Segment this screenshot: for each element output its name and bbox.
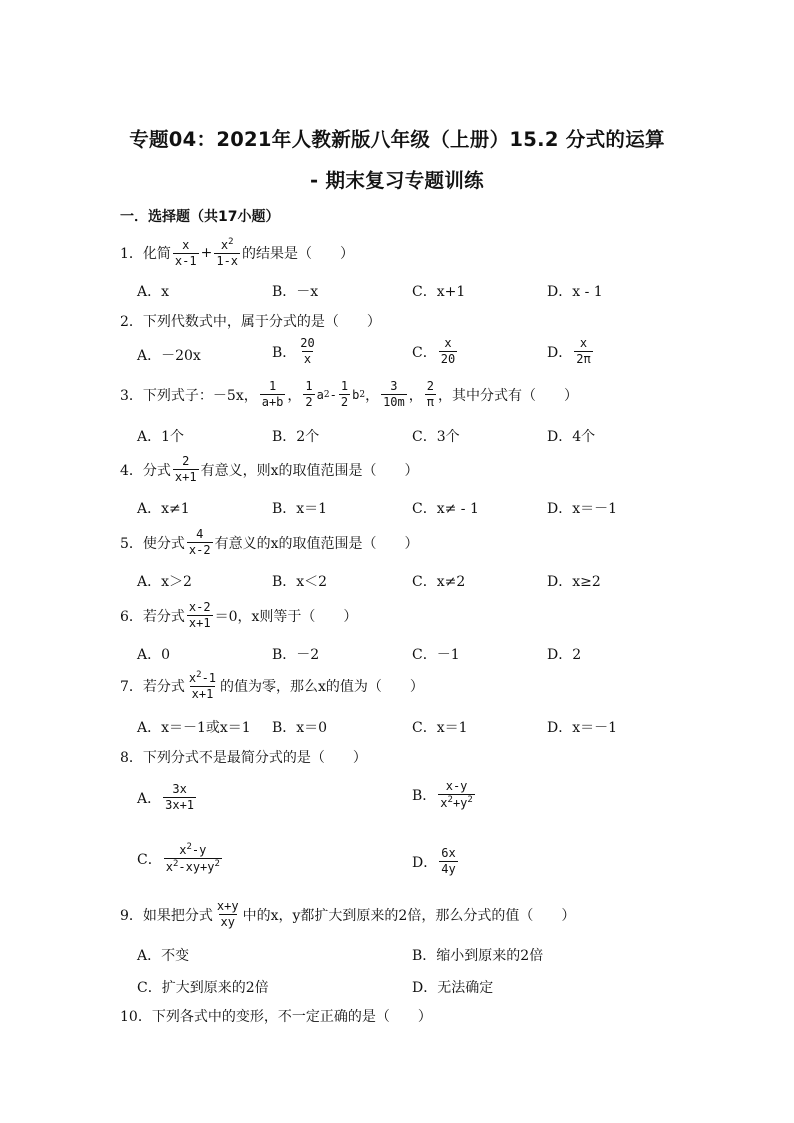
numerator: 6x (441, 846, 456, 860)
denominator: xy (220, 915, 235, 930)
question-number: 9． (120, 907, 143, 924)
base: x (188, 671, 197, 685)
separator: ， (287, 387, 302, 404)
fraction (260, 380, 286, 409)
fraction (187, 601, 213, 630)
option-label: B． (412, 788, 437, 805)
fraction (163, 783, 196, 812)
option-d: D．x＝－1 (547, 501, 618, 517)
fraction (303, 380, 314, 409)
fraction (187, 528, 213, 557)
question-3 (120, 380, 578, 409)
option-a: A．1个 (137, 429, 185, 445)
option-a: A．x＝－1或x＝1 (137, 720, 251, 736)
option-b (272, 337, 319, 366)
denominator: 10m (383, 395, 405, 410)
option-d (412, 847, 460, 876)
term: x (179, 843, 187, 857)
option-c: C．扩大到原来的2倍 (137, 980, 269, 996)
denominator: x+1 (188, 616, 211, 631)
numerator: 1 (305, 379, 313, 393)
fraction (439, 337, 457, 366)
question-text: ＝0，x则等于（ ） (214, 608, 358, 625)
option-c (137, 843, 224, 874)
document-title-line-1: 专题04：2021年人教新版八年级（上册）15.2 分式的运算 (129, 128, 665, 151)
term: -1 (201, 671, 217, 685)
option-b: B．x＜2 (272, 574, 328, 590)
denominator: π (426, 395, 434, 410)
numerator: 2 (426, 379, 434, 393)
option-a: A．不变 (137, 948, 190, 964)
variable: a (316, 387, 324, 402)
question-5 (120, 528, 419, 557)
denominator: x (303, 352, 312, 367)
document-title-line-2: - 期末复习专题训练 (310, 169, 484, 192)
option-c: C．x≠2 (412, 574, 466, 590)
option-d: D．4个 (547, 429, 596, 445)
numerator: x (182, 237, 190, 252)
question-7 (120, 671, 424, 701)
question-text: 下列代数式中，属于分式的是（ ） (142, 314, 381, 330)
question-text: 中的x，y都扩大到原来的2倍，那么分式的值（ ） (242, 907, 576, 924)
option-a (137, 783, 198, 812)
question-1 (120, 238, 354, 268)
operator: + (200, 245, 213, 262)
fraction (438, 780, 475, 810)
numerator: 3 (390, 379, 398, 393)
numerator: x-y (445, 779, 468, 793)
exponent: 2 (214, 859, 220, 870)
fraction (381, 380, 407, 409)
question-2 (120, 311, 381, 331)
exponent: 2 (196, 670, 202, 680)
question-text: 若分式 (142, 608, 185, 625)
option-a: A．－20x (137, 348, 201, 364)
question-number: 8． (120, 750, 143, 766)
denominator: 2 (305, 395, 313, 410)
option-label: D． (412, 854, 438, 871)
denominator: 20 (440, 352, 456, 367)
question-number: 6． (120, 608, 143, 625)
term: +y (452, 796, 468, 811)
fraction (187, 671, 218, 701)
term: x (440, 796, 448, 811)
option-a: A．x＞2 (137, 574, 192, 590)
question-text: 分式 (142, 462, 171, 479)
option-label: D． (547, 344, 573, 361)
option-c: C．3个 (412, 429, 460, 445)
question-text: 若分式 (142, 679, 185, 696)
fraction (298, 337, 316, 366)
exponent: 2 (359, 389, 366, 400)
numerator: x+y (216, 899, 239, 913)
term: -xy+y (178, 860, 215, 875)
numerator: 3x (172, 782, 187, 796)
option-b: B．x＝0 (272, 720, 328, 736)
denominator: 1-x (216, 254, 239, 269)
option-c: C．x+1 (412, 284, 466, 300)
section-heading: 一．选择题（共17小题） (120, 209, 280, 225)
fraction (574, 337, 592, 366)
question-number: 7． (120, 679, 143, 696)
question-8 (120, 747, 367, 767)
option-d: D．2 (547, 647, 582, 663)
numerator: 1 (340, 379, 349, 393)
numerator (219, 238, 236, 253)
numerator: 1 (268, 379, 277, 393)
question-number: 3． (120, 387, 143, 404)
denominator: x+1 (174, 470, 197, 485)
base: x (220, 238, 229, 252)
numerator: x (579, 336, 588, 350)
question-number: 1． (120, 246, 143, 263)
option-b: B．2个 (272, 429, 320, 445)
fraction (425, 380, 436, 409)
option-c: C．－1 (412, 647, 460, 663)
option-d: D．x≥2 (547, 574, 601, 590)
term: -y (191, 843, 207, 857)
option-a: A．x≠1 (137, 501, 190, 517)
variable: b (352, 387, 360, 402)
question-9 (120, 900, 575, 929)
exponent: 2 (323, 389, 330, 400)
option-label: B． (272, 344, 297, 361)
denominator: x-2 (188, 543, 211, 558)
fraction (339, 380, 350, 409)
numerator: x-2 (188, 600, 211, 614)
question-text: 下列各式中的变形，不一定正确的是（ ） (151, 1009, 432, 1025)
numerator: 20 (300, 336, 315, 350)
option-label: C． (137, 851, 162, 868)
denominator: 3x+1 (165, 798, 195, 813)
option-d: D．x - 1 (547, 284, 603, 300)
denominator: x+1 (191, 687, 214, 702)
numerator: 2 (182, 454, 190, 468)
option-b: B．x＝1 (272, 501, 328, 517)
denominator: 2π (576, 352, 591, 367)
question-text: 下列式子：－5x， (142, 387, 258, 404)
option-a: A．x (137, 284, 170, 300)
question-4 (120, 455, 419, 484)
denominator: 2 (340, 395, 349, 410)
term: x (165, 860, 173, 875)
exponent: 2 (467, 795, 473, 806)
option-d: D．无法确定 (412, 980, 494, 996)
question-6 (120, 601, 357, 630)
exponent: 2 (447, 795, 453, 806)
option-c: C．x≠ - 1 (412, 501, 479, 517)
question-text: 如果把分式 (142, 907, 213, 924)
operator: - (329, 387, 337, 402)
question-text: 的值为零，那么x的值为（ ） (220, 679, 424, 696)
question-text: 使分式 (142, 535, 185, 552)
question-number: 4． (120, 462, 143, 479)
question-number: 2． (120, 314, 143, 330)
fraction (173, 455, 199, 484)
numerator: 4 (196, 527, 204, 541)
option-label: C． (412, 344, 437, 361)
option-label: A． (137, 790, 162, 807)
question-text: 的结果是（ ） (242, 246, 355, 263)
fraction (439, 847, 457, 876)
exponent: 2 (228, 237, 234, 247)
option-d (547, 337, 595, 366)
option-b: B．－2 (272, 647, 320, 663)
option-b: B．缩小到原来的2倍 (412, 948, 544, 964)
denominator: a+b (261, 395, 284, 410)
option-c (412, 337, 459, 366)
question-text: ，其中分式有（ ） (437, 387, 578, 404)
option-a: A．0 (137, 647, 171, 663)
option-c: C．x＝1 (412, 720, 468, 736)
denominator (164, 858, 222, 874)
question-text: 化简 (142, 246, 171, 263)
question-10 (120, 1006, 432, 1026)
option-d: D．x＝－1 (547, 720, 618, 736)
fraction (215, 900, 241, 929)
fraction (173, 239, 199, 268)
denominator: x-1 (174, 253, 197, 268)
denominator (438, 794, 475, 810)
question-text: 有意义的x的取值范围是（ ） (214, 535, 419, 552)
numerator (177, 843, 208, 858)
denominator: 4y (441, 862, 456, 877)
separator: ， (408, 387, 423, 404)
fraction (164, 843, 222, 874)
exponent: 2 (186, 842, 192, 852)
numerator (187, 671, 218, 686)
fraction (214, 238, 240, 268)
question-number: 5． (120, 535, 143, 552)
separator: ， (365, 387, 380, 404)
exponent: 2 (172, 859, 179, 870)
option-b (412, 780, 477, 810)
option-b: B．－x (272, 284, 319, 300)
question-text: 有意义，则x的取值范围是（ ） (200, 462, 419, 479)
numerator: x (444, 336, 452, 350)
question-text: 下列分式不是最简分式的是（ ） (142, 750, 367, 766)
question-number: 10． (120, 1009, 152, 1025)
